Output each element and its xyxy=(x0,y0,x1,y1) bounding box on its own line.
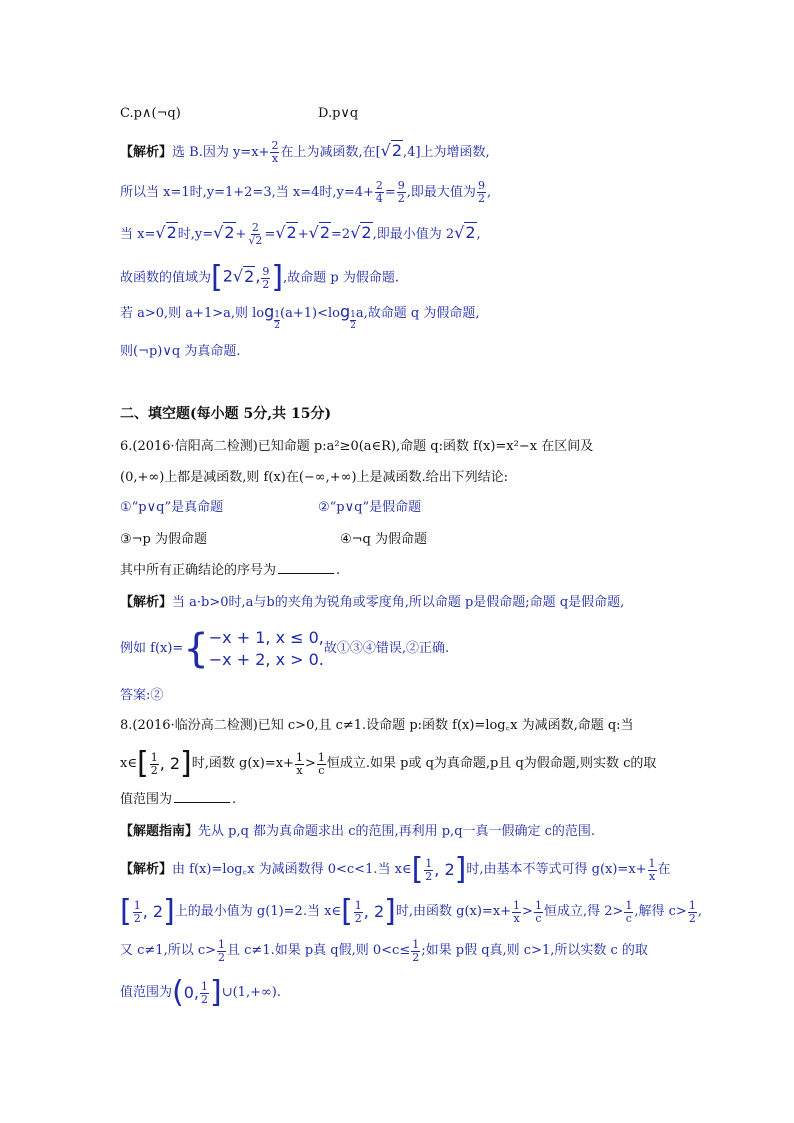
numerator: 9 xyxy=(262,264,270,278)
radicand: 2 xyxy=(166,223,177,242)
numerator: 1 xyxy=(534,898,542,912)
sqrt: √2 xyxy=(308,223,331,242)
sqrt: √2 xyxy=(380,141,403,160)
section-heading xyxy=(120,404,331,424)
numerator: 1 xyxy=(133,898,141,912)
denominator: x xyxy=(296,763,303,777)
denominator: 2 xyxy=(218,950,226,964)
fraction xyxy=(354,900,363,925)
fraction xyxy=(200,981,209,1006)
text: > xyxy=(304,756,316,771)
text: ∪(1,+∞). xyxy=(221,985,282,1000)
piece-1: −x + 1, x ≤ 0, xyxy=(208,628,324,647)
numerator: 1 xyxy=(274,310,281,320)
fraction xyxy=(477,180,486,205)
text: ,即最大值为 xyxy=(406,185,476,200)
q6-sol-line-2 xyxy=(120,624,449,674)
q6-choice-2 xyxy=(318,498,421,518)
text: 在 xyxy=(657,862,671,877)
text: = xyxy=(264,227,276,242)
text: 所以当 x=1时,y=1+2=3,当 x=4时,y=4+ xyxy=(120,185,374,200)
answer-blank xyxy=(278,561,334,574)
piecewise xyxy=(209,627,324,671)
choice-4: ④¬q 为假命题 xyxy=(340,532,428,547)
denominator: c xyxy=(625,911,632,925)
denominator: 2 xyxy=(425,869,433,883)
denominator: 2 xyxy=(688,911,696,925)
text: = xyxy=(384,185,396,200)
text: 当 a·b>0时,a与b的夹角为锐角或零度角,所以命题 p是假命题;命题 q是假命题, xyxy=(172,595,625,610)
numerator: 1 xyxy=(317,750,325,764)
radicand: 2 xyxy=(244,266,255,286)
text: 恒成立,得 2> xyxy=(543,904,624,919)
denominator: c xyxy=(535,911,542,925)
brace: { xyxy=(183,626,209,672)
fraction xyxy=(247,222,263,247)
text: 时,由基本不等式可得 g(x)=x+ xyxy=(466,862,647,877)
denominator: 2 xyxy=(354,911,362,925)
text: 时,y= xyxy=(177,227,214,242)
text: , xyxy=(486,185,492,200)
analysis-tag: 【解析】 xyxy=(120,145,173,160)
denominator: 2 xyxy=(150,763,158,777)
text: 6.(2016·信阳高二检测)已知命题 p:a²≥0(a∈R),命题 q:函数 f(x)=x²−x 在区间及 xyxy=(120,439,594,454)
fraction xyxy=(150,752,159,777)
choice-1: ①“p∨q”是真命题 xyxy=(120,500,224,515)
denominator: √2 xyxy=(248,234,263,247)
comma: , xyxy=(255,266,261,286)
text: (0,+∞)上都是减函数,则 f(x)在(−∞,+∞)上是减函数.给出下列结论: xyxy=(120,470,509,485)
choice-3: ③¬p 为假命题 xyxy=(120,532,208,547)
text: + xyxy=(235,227,247,242)
analysis-tag: 【解析】 xyxy=(120,862,173,877)
bracket: [ xyxy=(211,260,223,295)
q6-line-1 xyxy=(120,437,593,457)
numerator: 1 xyxy=(688,898,696,912)
q6-choice-4 xyxy=(340,530,427,550)
sqrt: √2 xyxy=(275,223,297,242)
option-d-line xyxy=(318,104,358,124)
text: ,4]上为增函数, xyxy=(403,145,490,160)
analysis-tag: 【解析】 xyxy=(120,595,173,610)
choice-2: ②“p∨q”是假命题 xyxy=(318,500,422,515)
numerator: 1 xyxy=(218,937,226,951)
bracket: [ xyxy=(120,894,132,929)
text: 时,函数 g(x)=x+ xyxy=(191,756,294,771)
numerator: 1 xyxy=(350,310,356,320)
text: ,故命题 p 为假命题. xyxy=(283,270,399,286)
q8-line-3 xyxy=(120,790,236,810)
text: 时,由函数 g(x)=x+ xyxy=(395,904,512,919)
numerator: 1 xyxy=(354,898,362,912)
sol5-line-5 xyxy=(120,302,479,331)
text: (a+1)<lo xyxy=(280,306,340,321)
numerator: 1 xyxy=(412,937,420,951)
text: ,解得 c> xyxy=(634,904,687,919)
text: ;如果 p假 q真,则 c>1,所以实数 c 的取 xyxy=(421,943,648,958)
q8-sol-line-3 xyxy=(120,938,648,964)
radicand: 2 xyxy=(224,223,235,242)
denominator: 2 xyxy=(262,277,270,291)
denominator: 2 xyxy=(477,192,485,205)
text: . xyxy=(336,563,341,578)
fraction xyxy=(688,900,697,925)
bracket: [ xyxy=(341,894,353,929)
fraction xyxy=(217,939,226,964)
q8-hint xyxy=(120,822,595,842)
q8-line-1 xyxy=(120,716,634,736)
radicand: 2 xyxy=(319,223,331,242)
numerator: 1 xyxy=(425,856,433,870)
text: 值范围为 xyxy=(120,792,173,807)
option-line xyxy=(120,104,181,124)
q6-ask xyxy=(120,561,340,581)
bracket: ] xyxy=(384,894,396,929)
radicand: 2 xyxy=(361,223,372,242)
sqrt: √2 xyxy=(213,223,235,242)
sol5-line-1 xyxy=(120,140,490,165)
numerator: 9 xyxy=(477,179,485,192)
text: + xyxy=(297,227,309,242)
bracket: ] xyxy=(271,260,284,295)
text: 值范围为 xyxy=(120,985,173,1000)
number: , 2 xyxy=(434,860,455,879)
text: 恒成立.如果 p或 q为真命题,p且 q为假命题,则实数 c的取 xyxy=(326,756,657,771)
denominator: x xyxy=(648,869,656,883)
fraction xyxy=(648,858,657,883)
text: x∈ xyxy=(120,756,137,771)
sqrt: √2 xyxy=(232,266,255,286)
text: , xyxy=(476,227,481,242)
text: 则(¬p)∨q 为真命题. xyxy=(120,344,241,359)
option-d: D.p∨q xyxy=(318,106,359,121)
option-c: C.p∧(¬q) xyxy=(120,106,181,121)
q6-choice-3 xyxy=(120,530,207,550)
denominator: 2 xyxy=(201,992,208,1006)
denominator: c xyxy=(318,763,325,777)
bracket: ] xyxy=(180,746,192,781)
fraction xyxy=(133,900,142,925)
numerator: 2 xyxy=(251,221,259,234)
text: . xyxy=(232,792,237,807)
heading-text: 二、填空题(每小题 5分,共 15分) xyxy=(120,406,332,422)
denominator: x xyxy=(513,911,520,925)
text: 故函数的值域为 xyxy=(120,270,212,286)
bracket: ] xyxy=(163,894,175,929)
bracket: ( xyxy=(172,975,184,1010)
numerator: 2 xyxy=(271,139,279,152)
piece-2: −x + 2, x > 0. xyxy=(208,650,324,669)
number: 0, xyxy=(183,983,199,1002)
denominator: 2 xyxy=(397,192,405,205)
letter-g: g xyxy=(264,302,275,321)
q6-choice-1 xyxy=(120,498,223,518)
radicand: 2 xyxy=(465,223,476,242)
fraction xyxy=(375,180,384,205)
bracket: [ xyxy=(411,852,424,887)
text: 当 x= xyxy=(120,227,156,242)
sol5-line-4 xyxy=(120,260,399,295)
denominator: x xyxy=(271,152,279,165)
text: 且 c≠1.如果 p真 q假,则 0<c≤ xyxy=(227,943,411,958)
text: 其中所有正确结论的序号为 xyxy=(120,563,277,578)
fraction xyxy=(411,939,420,964)
answer-blank xyxy=(174,790,230,803)
denominator: 2 xyxy=(350,321,356,331)
bracket: ] xyxy=(210,975,222,1010)
text: =2 xyxy=(331,227,351,242)
numerator: 2 xyxy=(375,179,383,192)
bracket: ] xyxy=(454,852,467,887)
text: 选 B.因为 y=x+ xyxy=(172,145,270,160)
radicand: 2 xyxy=(286,223,297,242)
fraction xyxy=(534,900,543,925)
radicand: 2 xyxy=(391,141,403,160)
hint-tag: 【解题指南】 xyxy=(120,824,199,839)
numerator: 1 xyxy=(201,979,208,993)
sol5-line-6 xyxy=(120,342,240,362)
q8-sol-line-4 xyxy=(120,976,281,1010)
number: , 2 xyxy=(159,754,181,773)
numerator: 1 xyxy=(150,750,158,764)
letter-g: g xyxy=(339,302,351,321)
sqrt: √2 xyxy=(454,223,476,242)
bracket: [ xyxy=(136,746,149,781)
q8-line-2 xyxy=(120,746,656,782)
numerator: 1 xyxy=(625,898,633,912)
fraction xyxy=(397,180,406,205)
fraction xyxy=(295,752,304,777)
number: , 2 xyxy=(142,902,164,921)
denominator: 2 xyxy=(133,911,141,925)
sqrt: √2 xyxy=(350,223,372,242)
numerator: 1 xyxy=(648,856,656,870)
denominator: 2 xyxy=(274,321,281,331)
sqrt: √2 xyxy=(155,223,177,242)
q6-line-2 xyxy=(120,468,508,488)
fraction xyxy=(270,140,279,165)
sol5-line-2 xyxy=(120,180,491,205)
q8-sol-line-1 xyxy=(120,852,671,888)
text: 8.(2016·临汾高二检测)已知 c>0,且 c≠1.设命题 p:函数 f(x)=log꜀x 为减函数,命题 q:当 xyxy=(120,718,634,733)
text: 在上为减函数,在[ xyxy=(280,145,381,160)
fraction xyxy=(424,858,433,883)
number: , 2 xyxy=(363,902,385,921)
q6-sol-line-1 xyxy=(120,593,624,613)
text: 上的最小值为 g(1)=2.当 x∈ xyxy=(174,904,342,919)
fraction xyxy=(317,752,326,777)
q8-sol-line-2 xyxy=(120,894,702,930)
text: 若 a>0,则 a+1>a,则 lo xyxy=(120,306,265,321)
denominator: 4 xyxy=(375,192,383,205)
text: 故①③④错误,②正确. xyxy=(323,641,450,656)
text: ,即最小值为 2 xyxy=(372,227,455,242)
text: a,故命题 q 为假命题, xyxy=(355,306,480,321)
numerator: 1 xyxy=(295,750,303,764)
denominator: 2 xyxy=(412,950,420,964)
text: 又 c≠1,所以 c> xyxy=(120,943,217,958)
text: 由 f(x)=log꜀x 为减函数得 0<c<1.当 x∈ xyxy=(172,862,412,877)
text: 先从 p,q 都为真命题求出 c的范围,再利用 p,q一真一假确定 c的范围. xyxy=(198,824,596,839)
fraction xyxy=(512,900,521,925)
text: > xyxy=(522,904,533,919)
fraction xyxy=(261,266,270,291)
numerator: 9 xyxy=(397,179,405,192)
text: , xyxy=(697,904,702,919)
numerator: 1 xyxy=(513,898,521,912)
q6-answer xyxy=(120,686,163,706)
answer-text: 答案:② xyxy=(120,688,164,703)
fraction xyxy=(624,900,633,925)
sol5-line-3 xyxy=(120,222,481,247)
text: 例如 f(x)= xyxy=(120,641,184,656)
number: 2 xyxy=(222,266,233,286)
